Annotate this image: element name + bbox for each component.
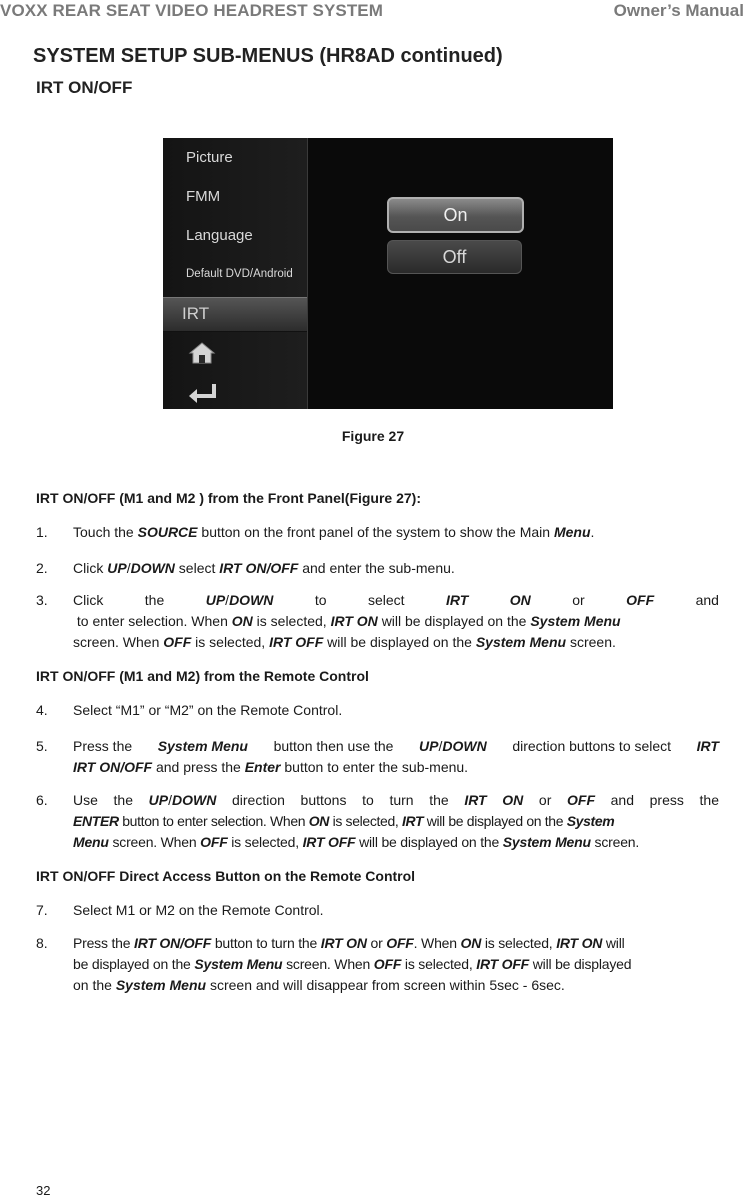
- on-button[interactable]: On: [387, 197, 524, 233]
- section-title: IRT ON/OFF: [36, 78, 133, 97]
- section-heading-front-panel: IRT ON/OFF (M1 and M2 ) from the Front Panel(Figure 27):: [36, 490, 422, 506]
- menu-item-irt-label: IRT: [182, 304, 210, 323]
- off-button[interactable]: Off: [387, 240, 522, 274]
- step-number: 2.: [36, 560, 48, 576]
- menu-item-language[interactable]: Language: [186, 227, 253, 244]
- device-screen-figure: [163, 138, 613, 409]
- step-1: 1. Touch the SOURCE button on the front panel of the system to show the Main Menu.: [36, 522, 719, 543]
- step-number: 5.: [36, 738, 48, 754]
- step-number: 3.: [36, 592, 48, 608]
- step-number: 7.: [36, 902, 48, 918]
- home-icon[interactable]: [187, 341, 217, 370]
- menu-item-default-dvd-android[interactable]: Default DVD/Android: [186, 268, 293, 280]
- step-6: 6. Use the UP/DOWN direction buttons to turn the IRT ON or OFF and press the ENTER button to enter selection. When ON is selected, IRT will be displayed on the System Menu screen. When OFF is selected, IRT OFF will be displayed on the System Menu screen.: [36, 792, 719, 850]
- step-8: 8. Press the IRT ON/OFF button to turn the IRT ON or OFF. When ON is selected, IRT ON will be displayed on the System Menu screen. When OFF is selected, IRT OFF will be displayed on the System Menu screen and will disappear from screen within 5sec - 6sec.: [36, 935, 632, 993]
- step-7: 7. Select M1 or M2 on the Remote Control.: [36, 900, 719, 921]
- step-number: 1.: [36, 524, 48, 540]
- step-5: 5. Press the System Menu button then use the UP/DOWN direction buttons to select IRT IRT ON/OFF and press the Enter button to enter the sub-menu.: [36, 738, 719, 775]
- setup-menu: [163, 138, 308, 409]
- step-number: 4.: [36, 702, 48, 718]
- step-number: 6.: [36, 792, 48, 808]
- page-title: SYSTEM SETUP SUB-MENUS (HR8AD continued): [33, 45, 503, 67]
- figure-caption: Figure 27: [341, 428, 405, 444]
- step-number: 8.: [36, 935, 48, 951]
- section-heading-direct-access: IRT ON/OFF Direct Access Button on the Remote Control: [36, 868, 416, 884]
- running-header: VOXX REAR SEAT VIDEO HEADREST SYSTEM: [0, 1, 384, 20]
- menu-item-irt[interactable]: [163, 297, 307, 332]
- step-2: 2. Click UP/DOWN select IRT ON/OFF and enter the sub-menu.: [36, 558, 719, 579]
- step-3: 3. Click the UP/DOWN to select IRT ON or OFF and to enter selection. When ON is selected, IRT ON will be displayed on the System Menu screen. When OFF is selected, IRT OFF will be displayed on the System Menu screen.: [36, 592, 719, 650]
- return-icon[interactable]: [187, 382, 219, 409]
- menu-item-fmm[interactable]: FMM: [186, 188, 221, 205]
- running-header-right: Owner’s Manual: [613, 1, 744, 20]
- step-4: 4. Select “M1” or “M2” on the Remote Control.: [36, 700, 719, 721]
- menu-item-picture[interactable]: Picture: [186, 149, 233, 166]
- section-heading-remote: IRT ON/OFF (M1 and M2) from the Remote Control: [36, 668, 369, 684]
- page-number: 32: [36, 1183, 51, 1198]
